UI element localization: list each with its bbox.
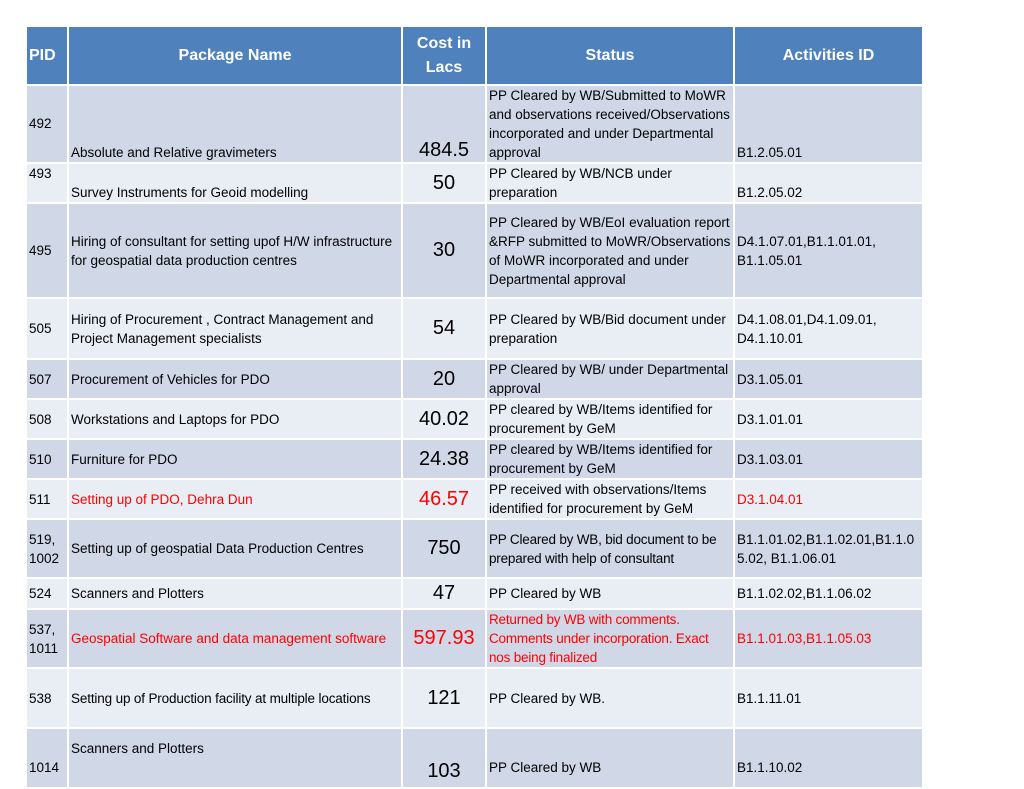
status-cell: Returned by WB with comments. Comments under incorporation. Exact nos being finalized — [486, 609, 734, 668]
package-name-cell: Scanners and Plotters — [68, 578, 402, 609]
pid-cell: 511 — [26, 479, 68, 519]
pid-cell: 492 — [26, 85, 68, 163]
header-status: Status — [486, 26, 734, 85]
cost-cell: 50 — [402, 163, 486, 203]
cost-cell: 24.38 — [402, 439, 486, 479]
pid-cell: 538 — [26, 668, 68, 728]
pid-cell: 510 — [26, 439, 68, 479]
package-name-cell: Geospatial Software and data management software — [68, 609, 402, 668]
table-row — [26, 519, 923, 578]
header-activities-id: Activities ID — [734, 26, 923, 85]
status-cell: PP Cleared by WB — [486, 578, 734, 609]
package-name-cell: Setting up of geospatial Data Production Centres — [68, 519, 402, 578]
table-row — [26, 85, 923, 163]
pid-cell: 1014 — [26, 728, 68, 788]
status-cell: PP Cleared by WB/Bid document under preparation — [486, 298, 734, 359]
activities-cell: B1.1.01.02,B1.1.02.01,B1.1.05.02, B1.1.06.01 — [734, 519, 923, 578]
header-cost — [402, 26, 486, 85]
activities-cell: B1.1.11.01 — [734, 668, 923, 728]
package-name-cell: Hiring of consultant for setting upof H/W infrastructure for geospatial data production centres — [68, 203, 402, 298]
status-cell: PP Cleared by WB/ under Departmental approval — [486, 359, 734, 399]
status-cell: PP Cleared by WB. — [486, 668, 734, 728]
package-name-cell: Hiring of Procurement , Contract Management and Project Management specialists — [68, 298, 402, 359]
table-row — [26, 399, 923, 439]
status-cell: PP Cleared by WB/Submitted to MoWR and observations received/Observations incorporated and under Departmental approval — [486, 85, 734, 163]
table-row — [26, 728, 923, 788]
activities-cell: B1.1.02.02,B1.1.06.02 — [734, 578, 923, 609]
activities-cell: D3.1.01.01 — [734, 399, 923, 439]
table-row — [26, 609, 923, 668]
table-row — [26, 163, 923, 203]
pid-cell: 519, 1002 — [26, 519, 68, 578]
activities-cell: B1.2.05.01 — [734, 85, 923, 163]
package-name-cell: Setting up of Production facility at multiple locations — [68, 668, 402, 728]
status-cell: PP received with observations/Items identified for procurement by GeM — [486, 479, 734, 519]
package-name-cell: Procurement of Vehicles for PDO — [68, 359, 402, 399]
pid-cell: 495 — [26, 203, 68, 298]
pid-cell: 505 — [26, 298, 68, 359]
cost-cell: 484.5 — [402, 85, 486, 163]
cost-cell: 20 — [402, 359, 486, 399]
pid-cell: 537, 1011 — [26, 609, 68, 668]
header-pid: PID — [26, 26, 68, 85]
cost-cell: 30 — [402, 203, 486, 298]
status-cell: PP Cleared by WB, bid document to be prepared with help of consultant — [486, 519, 734, 578]
table-row — [26, 668, 923, 728]
package-name-cell: Scanners and Plotters — [68, 728, 402, 788]
activities-cell: D3.1.03.01 — [734, 439, 923, 479]
cost-cell: 40.02 — [402, 399, 486, 439]
package-name-cell: Furniture for PDO — [68, 439, 402, 479]
activities-cell: B1.1.10.02 — [734, 728, 923, 788]
header-row — [26, 26, 923, 85]
status-cell: PP Cleared by WB/NCB under preparation — [486, 163, 734, 203]
cost-cell: 47 — [402, 578, 486, 609]
procurement-status-table — [25, 25, 924, 789]
header-package-name: Package Name — [68, 26, 402, 85]
status-cell: PP Cleared by WB — [486, 728, 734, 788]
cost-cell: 750 — [402, 519, 486, 578]
activities-cell: D3.1.04.01 — [734, 479, 923, 519]
activities-cell: D4.1.08.01,D4.1.09.01, D4.1.10.01 — [734, 298, 923, 359]
status-cell: PP Cleared by WB/EoI evaluation report &RFP submitted to MoWR/Observations of MoWR incorporated and under Departmental approval — [486, 203, 734, 298]
package-name-cell: Absolute and Relative gravimeters — [68, 85, 402, 163]
pid-cell: 493 — [26, 163, 68, 203]
table-row — [26, 298, 923, 359]
pid-cell: 524 — [26, 578, 68, 609]
table-row — [26, 578, 923, 609]
cost-cell: 46.57 — [402, 479, 486, 519]
table-row — [26, 203, 923, 298]
cost-cell: 597.93 — [402, 609, 486, 668]
package-name-cell: Survey Instruments for Geoid modelling — [68, 163, 402, 203]
cost-cell: 103 — [402, 728, 486, 788]
table-row — [26, 359, 923, 399]
status-cell: PP cleared by WB/Items identified for procurement by GeM — [486, 399, 734, 439]
package-name-cell: Setting up of PDO, Dehra Dun — [68, 479, 402, 519]
table-row — [26, 479, 923, 519]
table-row — [26, 439, 923, 479]
pid-cell: 507 — [26, 359, 68, 399]
package-name-cell: Workstations and Laptops for PDO — [68, 399, 402, 439]
header-cost-label: Cost in Lacs — [416, 34, 472, 76]
status-cell: PP cleared by WB/Items identified for procurement by GeM — [486, 439, 734, 479]
cost-cell: 54 — [402, 298, 486, 359]
pid-cell: 508 — [26, 399, 68, 439]
activities-cell: B1.2.05.02 — [734, 163, 923, 203]
activities-cell: B1.1.01.03,B1.1.05.03 — [734, 609, 923, 668]
cost-cell: 121 — [402, 668, 486, 728]
activities-cell: D4.1.07.01,B1.1.01.01, B1.1.05.01 — [734, 203, 923, 298]
activities-cell: D3.1.05.01 — [734, 359, 923, 399]
